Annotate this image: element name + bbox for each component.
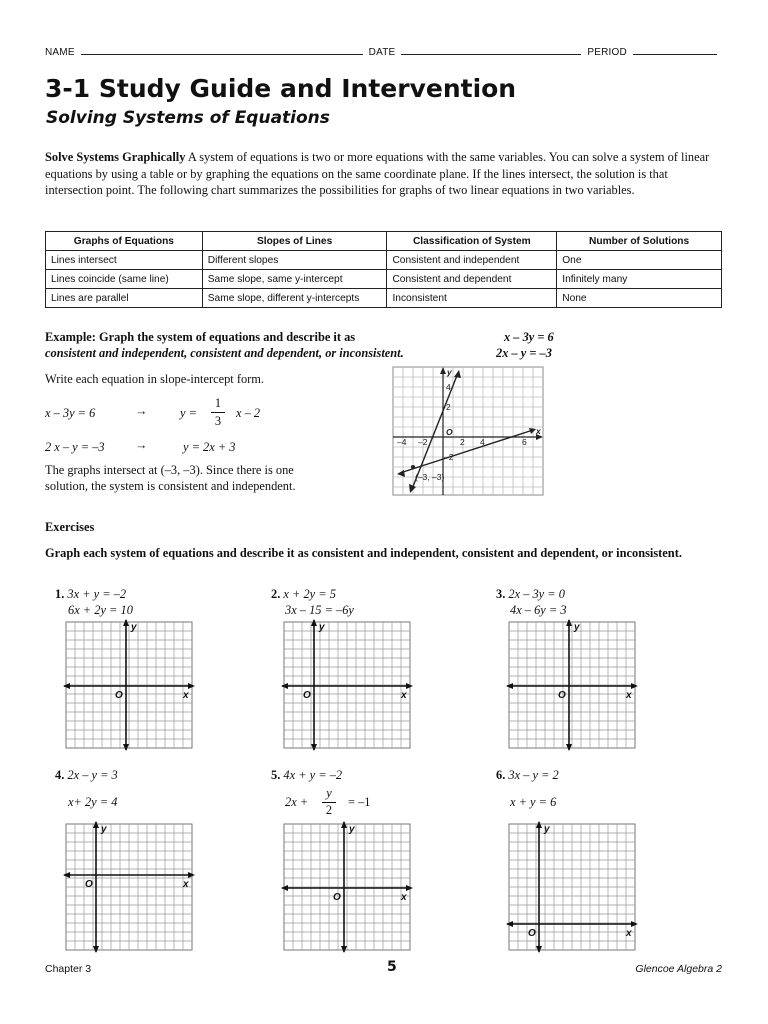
tick-label-x: 6: [522, 437, 527, 447]
grid-body: [506, 619, 638, 751]
table-cell: Lines coincide (same line): [46, 270, 203, 289]
table-row: [46, 251, 722, 270]
page-subtitle: Solving Systems of Equations: [46, 108, 330, 128]
table-header: Slopes of Lines: [202, 232, 387, 251]
exercise-equation: 3x – y = 2: [508, 768, 559, 782]
tick-label-x: –2: [418, 437, 428, 447]
axis-label-y: y: [101, 824, 107, 835]
step1-y: y =: [180, 406, 197, 420]
page-title: 3-1 Study Guide and Intervention: [45, 74, 517, 103]
table-cell: Inconsistent: [387, 289, 557, 308]
origin-label: O: [333, 892, 341, 903]
answer-grid-1[interactable]: [62, 618, 196, 752]
example-equation-1: x – 3y = 6: [504, 330, 554, 344]
axis-label-x: x: [536, 426, 541, 436]
table-cell: Consistent and dependent: [387, 270, 557, 289]
fraction-denominator: 2: [325, 803, 333, 817]
intro-lead: Solve Systems Graphically: [45, 150, 186, 164]
date-label: DATE: [368, 47, 396, 58]
axis-label-y: y: [349, 824, 355, 835]
exercise-equation: 2x – 3y = 0: [508, 587, 565, 601]
exercise-number: 2.: [271, 587, 281, 601]
axis-label-y: y: [544, 824, 550, 835]
student-info-header: [45, 47, 723, 58]
table-cell: Lines intersect: [46, 251, 203, 270]
answer-grid-2[interactable]: [280, 618, 414, 752]
exercise-equation: 2x – y = 3: [67, 768, 118, 782]
tick-label-x: –4: [397, 437, 407, 447]
table-header: Number of Solutions: [557, 232, 722, 251]
grid-body: [506, 821, 638, 953]
tick-label-x: 4: [480, 437, 485, 447]
axis-label-y: y: [447, 367, 452, 377]
fraction-numerator: 1: [214, 396, 222, 410]
name-blank[interactable]: [81, 54, 363, 55]
footer-chapter: Chapter 3: [45, 963, 92, 975]
step2-right: y = 2x + 3: [183, 440, 236, 454]
axis-label-x: x: [183, 879, 189, 890]
table-cell: Consistent and independent: [387, 251, 557, 270]
axis-label-y: y: [131, 622, 137, 633]
table-cell: Same slope, different y-intercepts: [202, 289, 387, 308]
table-row: [46, 289, 722, 308]
period-label: PERIOD: [587, 47, 627, 58]
table-header-row: [46, 232, 722, 251]
exercise-equation: 4x + y = –2: [283, 768, 343, 782]
answer-grid-6[interactable]: [505, 820, 639, 954]
table-cell: Lines are parallel: [46, 289, 203, 308]
origin-label: O: [115, 690, 123, 701]
exercise-number: 5.: [271, 768, 281, 782]
exercise-5: [271, 768, 342, 783]
grid-body: [63, 821, 195, 953]
name-label: NAME: [45, 47, 75, 58]
exercise-equation-part: = –1: [348, 795, 371, 809]
exercise-number: 4.: [55, 768, 65, 782]
table-cell: None: [557, 289, 722, 308]
intro-paragraph: [45, 149, 721, 199]
period-blank[interactable]: [633, 54, 717, 55]
axis-label-x: x: [626, 928, 632, 939]
answer-grid-3[interactable]: [505, 618, 639, 752]
table-row: [46, 270, 722, 289]
example-conclusion: The graphs intersect at (–3, –3). Since there is one solution, the system is consistent and independent.: [45, 463, 296, 493]
grid-body: [63, 619, 195, 751]
answer-grid-4[interactable]: [62, 820, 196, 954]
page-number: 5: [387, 959, 397, 975]
date-blank[interactable]: [401, 54, 581, 55]
origin-label: O: [85, 879, 93, 890]
exercise-equation: 4x – 6y = 3: [510, 603, 567, 617]
exercise-equation: 3x – 15 = –6y: [285, 603, 354, 617]
table-header: Graphs of Equations: [46, 232, 203, 251]
exercise-number: 3.: [496, 587, 506, 601]
exercise-1: [55, 587, 126, 602]
arrow-icon: →: [135, 438, 148, 452]
exercises-heading: Exercises: [45, 520, 95, 534]
systems-summary-table: [45, 231, 722, 308]
table-header: Classification of System: [387, 232, 557, 251]
footer-book: Glencoe Algebra 2: [635, 963, 722, 975]
exercise-6: [496, 768, 559, 783]
example-heading: Example: Graph the system of equations and describe it as: [45, 330, 356, 344]
tick-label-y: –2: [444, 452, 454, 462]
exercise-equation: x+ 2y = 4: [68, 795, 118, 809]
exercise-equation: x + 2y = 5: [283, 587, 336, 601]
exercise-4: [55, 768, 118, 783]
exercise-equation: x + y = 6: [510, 795, 557, 809]
axis-label-y: y: [574, 622, 580, 633]
origin-label: O: [558, 690, 566, 701]
origin-label: O: [446, 427, 453, 437]
tick-label-y: 2: [446, 402, 451, 412]
step1-rest: x – 2: [236, 406, 261, 420]
axis-label-x: x: [401, 892, 407, 903]
example-instruction: Write each equation in slope-intercept form.: [45, 372, 265, 386]
exercise-equation: 3x + y = –2: [67, 587, 127, 601]
exercise-number: 6.: [496, 768, 506, 782]
axis-label-x: x: [401, 690, 407, 701]
origin-label: O: [303, 690, 311, 701]
fraction-numerator: y: [326, 786, 332, 800]
grid-body: [281, 821, 413, 953]
axis-label-x: x: [183, 690, 189, 701]
tick-label-y: 4: [446, 382, 451, 392]
exercise-2: [271, 587, 336, 602]
intro-body: A system of equations is two or more equations with the same variables. You can solve a system of linear equations by using a table or by graphing the equations on the same coordinate plane. If the lines intersect, the solution is that intersection point. The following chart summarizes the possibilities for graphs of two linear equations in two variables.: [45, 150, 710, 198]
arrow-icon: →: [135, 404, 148, 418]
exercise-number: 1.: [55, 587, 65, 601]
fraction-bar: [211, 412, 225, 413]
origin-label: O: [528, 928, 536, 939]
exercise-equation-part: 2x +: [285, 795, 309, 809]
axis-label-x: x: [626, 690, 632, 701]
exercise-equation: 6x + 2y = 10: [68, 603, 133, 617]
step1-left: x – 3y = 6: [45, 406, 96, 420]
point-label: (–3, –3): [415, 472, 445, 482]
step2-left: 2 x – y = –3: [45, 440, 105, 454]
answer-grid-5[interactable]: [280, 820, 414, 954]
example-subheading: consistent and independent, consistent and dependent, or inconsistent.: [45, 346, 404, 360]
exercise-3: [496, 587, 565, 602]
table-cell: Same slope, same y-intercept: [202, 270, 387, 289]
table-cell: One: [557, 251, 722, 270]
table-cell: Different slopes: [202, 251, 387, 270]
tick-label-x: 2: [460, 437, 465, 447]
example-equation-2: 2x – y = –3: [496, 346, 552, 360]
table-cell: Infinitely many: [557, 270, 722, 289]
example-graph: [388, 364, 548, 498]
fraction-denominator: 3: [214, 414, 222, 428]
grid-body: [281, 619, 413, 751]
exercises-instruction: Graph each system of equations and describe it as consistent and independent, consistent and dependent, or inconsistent.: [45, 546, 682, 560]
intersection-point: [411, 465, 415, 469]
axis-label-y: y: [319, 622, 325, 633]
